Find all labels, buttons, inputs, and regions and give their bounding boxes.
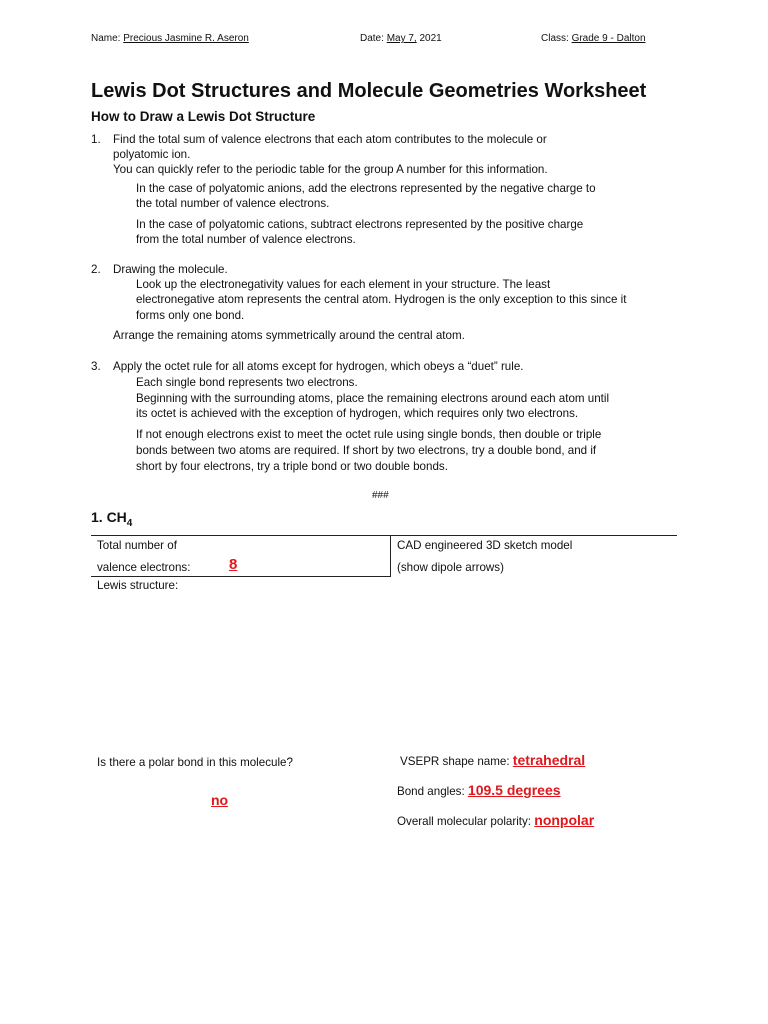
step-3-line-5: If not enough electrons exist to meet the octet rule using single bonds, then double or triple bbox=[136, 428, 602, 441]
step-2-line-2: Look up the electronegativity values for each element in your structure. The least bbox=[136, 278, 551, 291]
step-3-line-1: Apply the octet rule for all atoms except for hydrogen, which obeys a “duet” rule. bbox=[113, 360, 524, 373]
table-divider bbox=[390, 535, 391, 577]
total-electrons-label-2: valence electrons: bbox=[97, 561, 191, 574]
step-3-line-2: Each single bond represents two electrons. bbox=[136, 376, 358, 389]
vsepr-row bbox=[400, 753, 585, 770]
date-label: Date: bbox=[360, 33, 384, 44]
step-1-number: 1. bbox=[91, 133, 101, 146]
question-1-title-main: 1. CH bbox=[91, 509, 127, 525]
table-top-border bbox=[91, 535, 677, 536]
vsepr-answer: tetrahedral bbox=[512, 752, 586, 768]
class-field bbox=[541, 33, 646, 44]
lewis-structure-label: Lewis structure: bbox=[97, 579, 179, 592]
name-label: Name: bbox=[91, 33, 121, 44]
question-1-title-subscript: 4 bbox=[126, 517, 133, 529]
step-1-line-3: You can quickly refer to the periodic table for the group A number for this information. bbox=[113, 163, 548, 176]
bond-angles-label: Bond angles: bbox=[397, 785, 465, 798]
step-3-line-6: bonds between two atoms are required. If short by two electrons, try a double bond, and if bbox=[136, 444, 597, 457]
total-electrons-label-1: Total number of bbox=[97, 539, 177, 552]
step-1-line-4: In the case of polyatomic anions, add the electrons represented by the negative charge to bbox=[136, 182, 596, 195]
date-value: May 7, bbox=[386, 33, 417, 44]
class-value: Grade 9 - Dalton bbox=[571, 33, 646, 44]
section-separator: ### bbox=[372, 490, 389, 501]
class-label: Class: bbox=[541, 33, 569, 44]
polar-bond-question: Is there a polar bond in this molecule? bbox=[97, 756, 293, 769]
worksheet-title: Lewis Dot Structures and Molecule Geometries Worksheet bbox=[91, 80, 647, 102]
step-3-number: 3. bbox=[91, 360, 101, 373]
step-1-line-5: the total number of valence electrons. bbox=[136, 197, 330, 210]
step-3-line-4: its octet is achieved with the exception of hydrogen, which requires only two electrons. bbox=[136, 407, 579, 420]
polarity-label: Overall molecular polarity: bbox=[397, 815, 532, 828]
cad-model-label-1: CAD engineered 3D sketch model bbox=[397, 539, 573, 552]
date-field bbox=[360, 33, 442, 44]
polarity-row bbox=[397, 813, 594, 830]
step-3-line-3: Beginning with the surrounding atoms, place the remaining electrons around each atom until bbox=[136, 392, 610, 405]
section-subtitle: How to Draw a Lewis Dot Structure bbox=[91, 109, 316, 124]
step-2-line-5: Arrange the remaining atoms symmetrically around the central atom. bbox=[113, 329, 465, 342]
step-1-line-1: Find the total sum of valence electrons that each atom contributes to the molecule or bbox=[113, 133, 547, 146]
step-1-line-2: polyatomic ion. bbox=[113, 148, 191, 161]
name-value: Precious Jasmine R. Aseron bbox=[123, 33, 249, 44]
step-2-line-3: electronegative atom represents the central atom. Hydrogen is the only exception to this since it bbox=[136, 293, 627, 306]
total-electrons-answer: 8 bbox=[229, 556, 238, 573]
vsepr-label: VSEPR shape name: bbox=[400, 755, 510, 768]
name-field bbox=[91, 33, 249, 44]
polarity-answer: nonpolar bbox=[534, 812, 595, 828]
step-1-line-6: In the case of polyatomic cations, subtract electrons represented by the positive charge bbox=[136, 218, 584, 231]
step-3-line-7: short by four electrons, try a triple bond or two double bonds. bbox=[136, 460, 448, 473]
step-2-line-4: forms only one bond. bbox=[136, 309, 245, 322]
step-2-line-1: Drawing the molecule. bbox=[113, 263, 228, 276]
polar-bond-answer: no bbox=[211, 792, 229, 808]
bond-angles-row bbox=[397, 783, 561, 800]
table-left-bottom-border bbox=[91, 576, 390, 577]
step-1-line-7: from the total number of valence electrons. bbox=[136, 233, 356, 246]
step-2-number: 2. bbox=[91, 263, 101, 276]
question-1-title bbox=[91, 509, 132, 529]
cad-model-label-2: (show dipole arrows) bbox=[397, 561, 504, 574]
date-year: 2021 bbox=[416, 33, 442, 44]
bond-angles-answer: 109.5 degrees bbox=[467, 782, 561, 798]
